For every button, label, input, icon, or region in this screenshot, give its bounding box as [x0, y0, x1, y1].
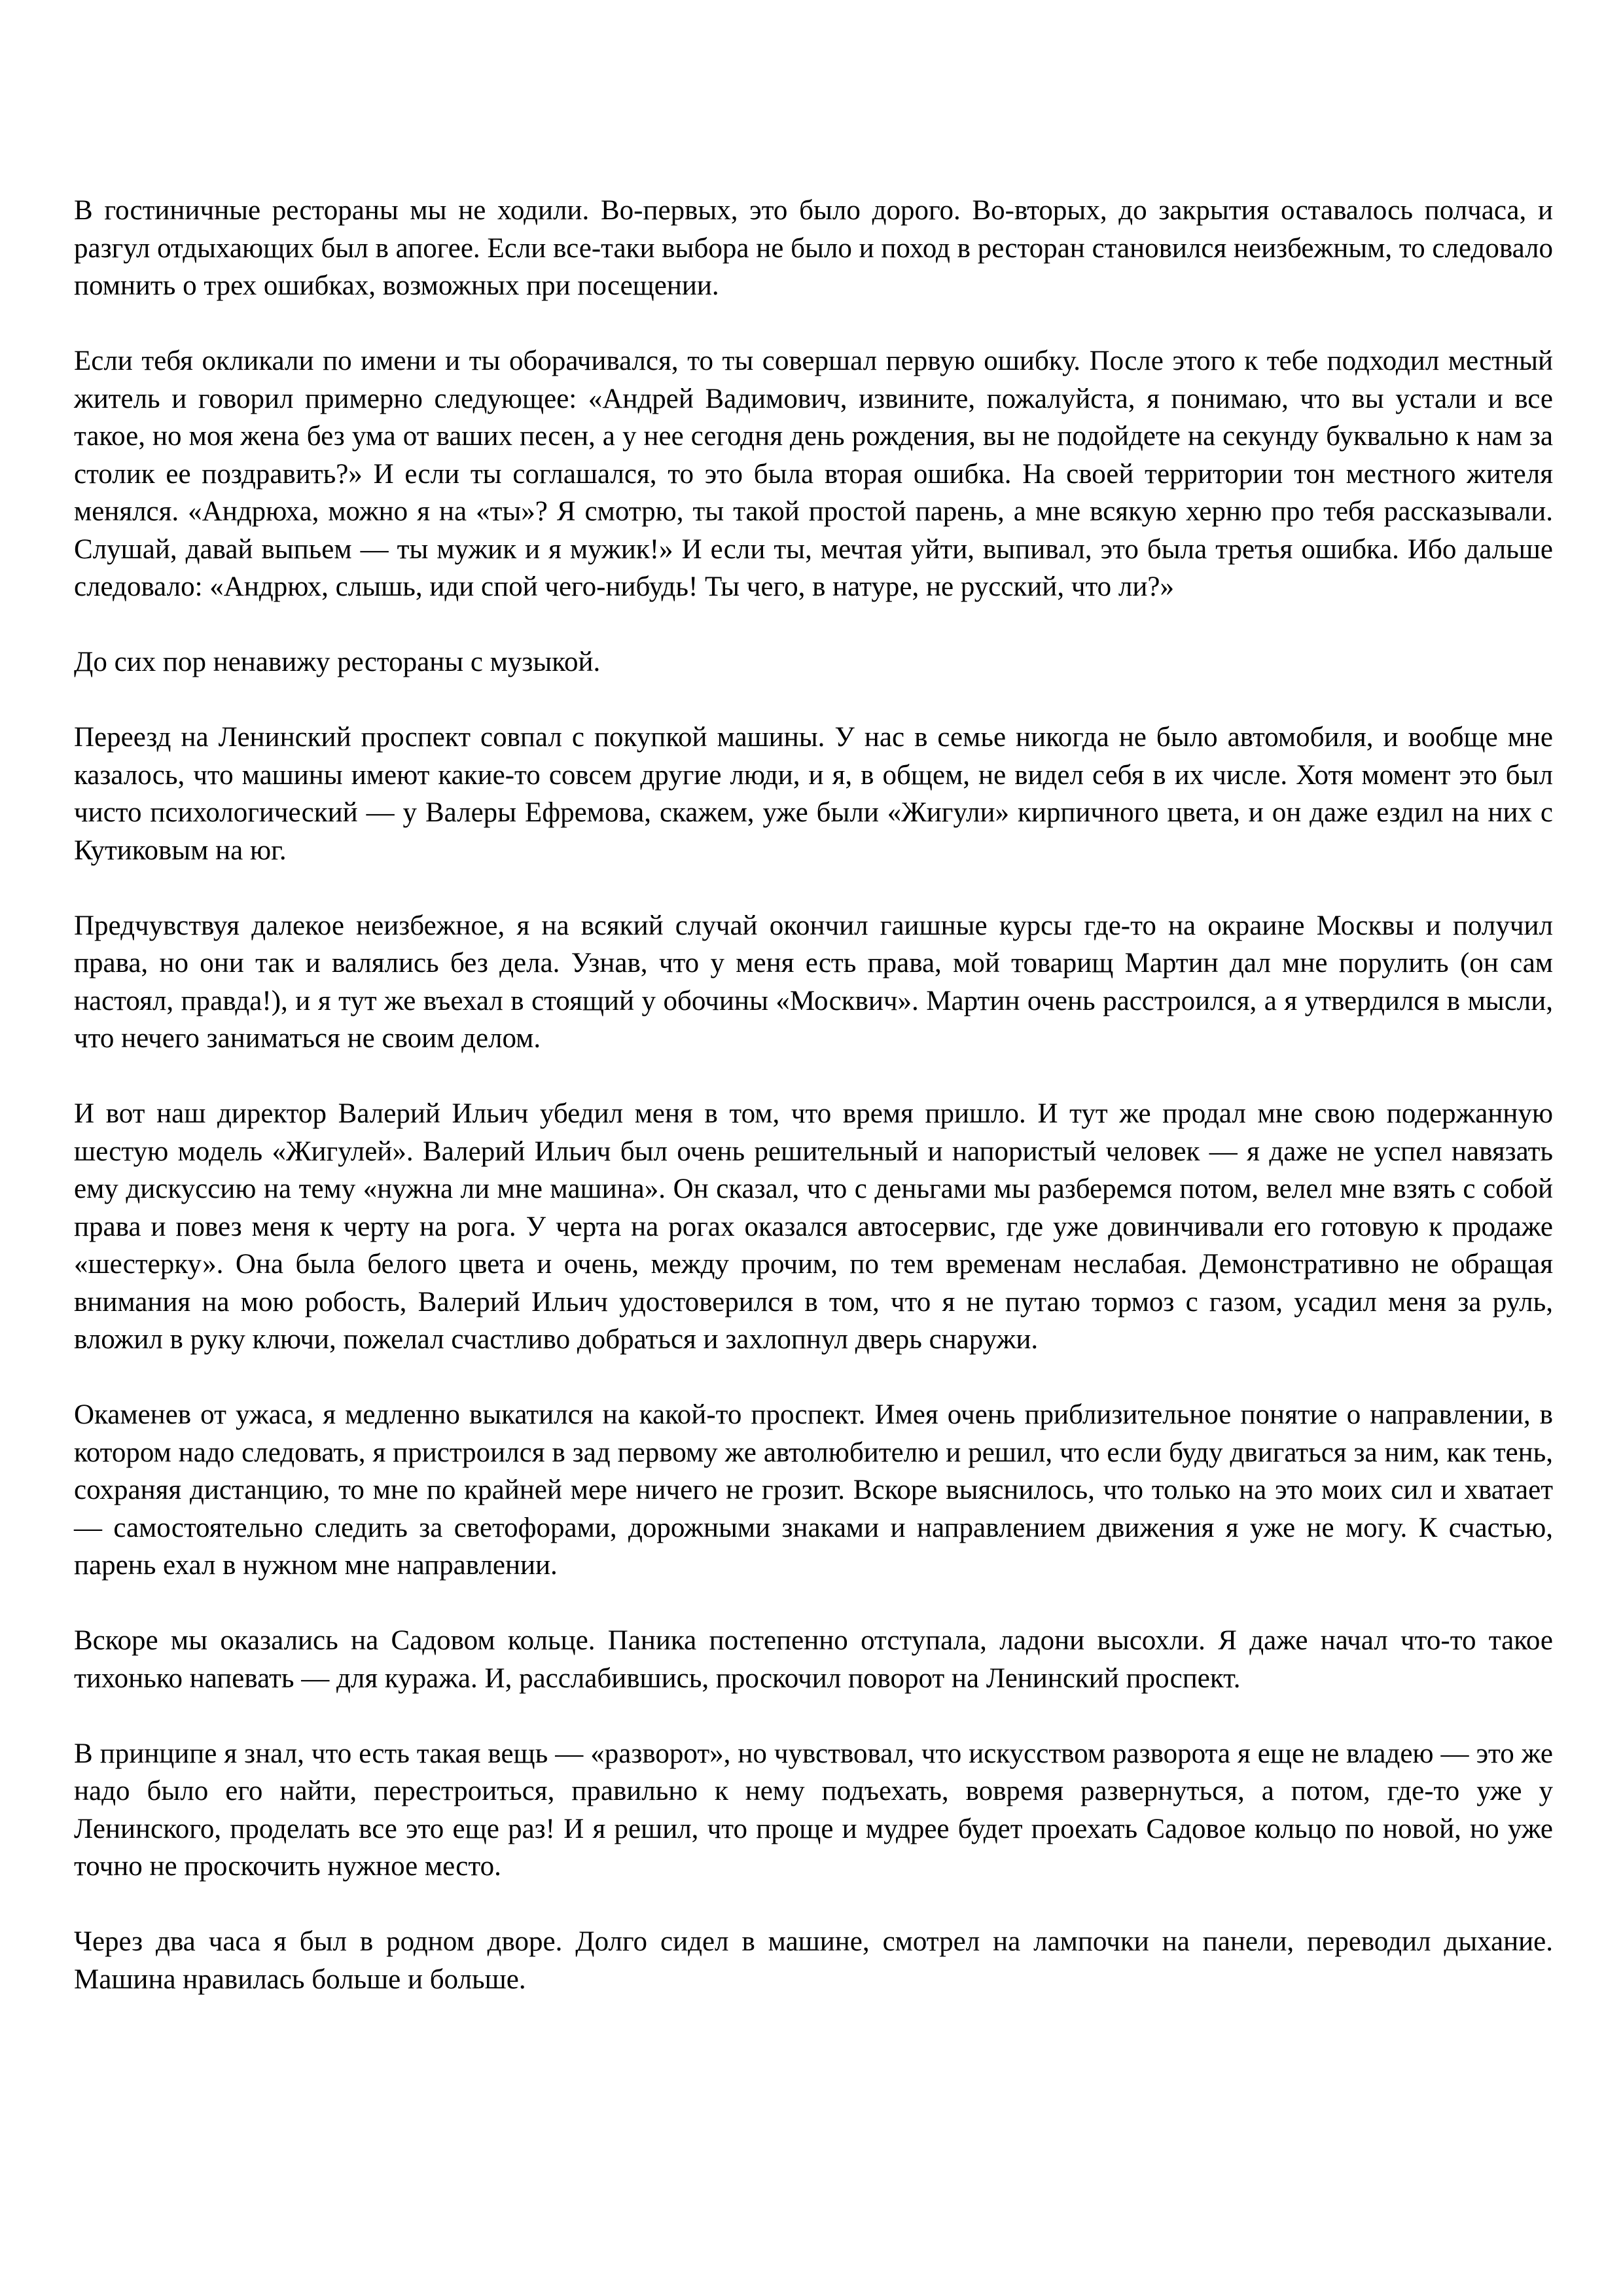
paragraph-5: Предчувствуя далекое неизбежное, я на всякий случай окончил гаишные курсы где-то на окраине Москвы и получил права, но они так и валялись без дела. Узнав, что у меня есть права, мой товарищ Мартин дал мне порулить (он сам настоял, правда!), и я тут же въехал в стоящий у обочины «Москвич». Мартин очень расстроился, а я утвердился в мысли, что нечего заниматься не своим делом.	[74, 910, 1553, 1054]
paragraph-1: В гостиничные рестораны мы не ходили. Во-первых, это было дорого. Во-вторых, до закрытия оставалось полчаса, и разгул отдыхающих был в апогее. Если все-таки выбора не было и поход в ресторан становился неизбежным, то следовало помнить о трех ошибках, возможных при посещении.	[74, 195, 1553, 301]
paragraph-10: Через два часа я был в родном дворе. Долго сидел в машине, смотрел на лампочки на панели, переводил дыхание. Машина нравилась больше и больше.	[74, 1926, 1553, 1995]
paragraph-9: В принципе я знал, что есть такая вещь — «разворот», но чувствовал, что искусством разворота я еще не владею — это же надо было его найти, перестроиться, правильно к нему подъехать, вовремя развернуться, а потом, где-то уже у Ленинского, проделать все это еще раз! И я решил, что проще и мудрее будет проехать Садовое кольцо по новой, но уже точно не проскочить нужное место.	[74, 1738, 1553, 1882]
paragraph-3: До сих пор ненавижу рестораны с музыкой.	[74, 647, 601, 677]
paragraph-8: Вскоре мы оказались на Садовом кольце. Паника постепенно отступала, ладони высохли. Я даже начал что-то такое тихонько напевать — для куража. И, расслабившись, проскочил поворот на Ленинский проспект.	[74, 1625, 1553, 1694]
paragraph-6: И вот наш директор Валерий Ильич убедил меня в том, что время пришло. И тут же продал мне свою подержанную шестую модель «Жигулей». Валерий Ильич был очень решительный и напористый человек — я даже не успел навязать ему дискуссию на тему «нужна ли мне машина». Он сказал, что с деньгами мы разберемся потом, велел мне взять с собой права и повез меня к черту на рога. У черта на рогах оказался автосервис, где уже довинчивали его готовую к продаже «шестерку». Она была белого цвета и очень, между прочим, по тем временам неслабая. Демонстративно не обращая внимания на мою робость, Валерий Ильич удостоверился в том, что я не путаю тормоз с газом, усадил меня за руль, вложил в руку ключи, пожелал счастливо добраться и захлопнул дверь снаружи.	[74, 1098, 1553, 1355]
document-page	[74, 192, 1553, 2036]
paragraph-7: Окаменев от ужаса, я медленно выкатился на какой-то проспект. Имея очень приблизительное понятие о направлении, в котором надо следовать, я пристроился в зад первому же автолюбителю и решил, что если буду двигаться за ним, как тень, сохраняя дистанцию, то мне по крайней мере ничего не грозит. Вскоре выяснилось, что только на это моих сил и хватает — самостоятельно следить за светофорами, дорожными знаками и направлением движения я уже не могу. К счастью, парень ехал в нужном мне направлении.	[74, 1399, 1553, 1581]
paragraph-2: Если тебя окликали по имени и ты оборачивался, то ты совершал первую ошибку. После этого к тебе подходил местный житель и говорил примерно следующее: «Андрей Вадимович, извините, пожалуйста, я понимаю, что вы устали и все такое, но моя жена без ума от ваших песен, а у нее сегодня день рождения, вы не подойдете на секунду буквально к нам за столик ее поздравить?» И если ты соглашался, то это была вторая ошибка. На своей территории тон местного жителя менялся. «Андрюха, можно я на «ты»? Я смотрю, ты такой простой парень, а мне всякую херню про тебя рассказывали. Слушай, давай выпьем — ты мужик и я мужик!» И если ты, мечтая уйти, выпивал, это была третья ошибка. Ибо дальше следовало: «Андрюх, слышь, иди спой чего-нибудь! Ты чего, в натуре, не русский, что ли?»	[74, 346, 1553, 602]
paragraph-4: Переезд на Ленинский проспект совпал с покупкой машины. У нас в семье никогда не было автомобиля, и вообще мне казалось, что машины имеют какие-то совсем другие люди, и я, в общем, не видел себя в их числе. Хотя момент это был чисто психологический — у Валеры Ефремова, скажем, уже были «Жигули» кирпичного цвета, и он даже ездил на них с Кутиковым на юг.	[74, 722, 1553, 866]
